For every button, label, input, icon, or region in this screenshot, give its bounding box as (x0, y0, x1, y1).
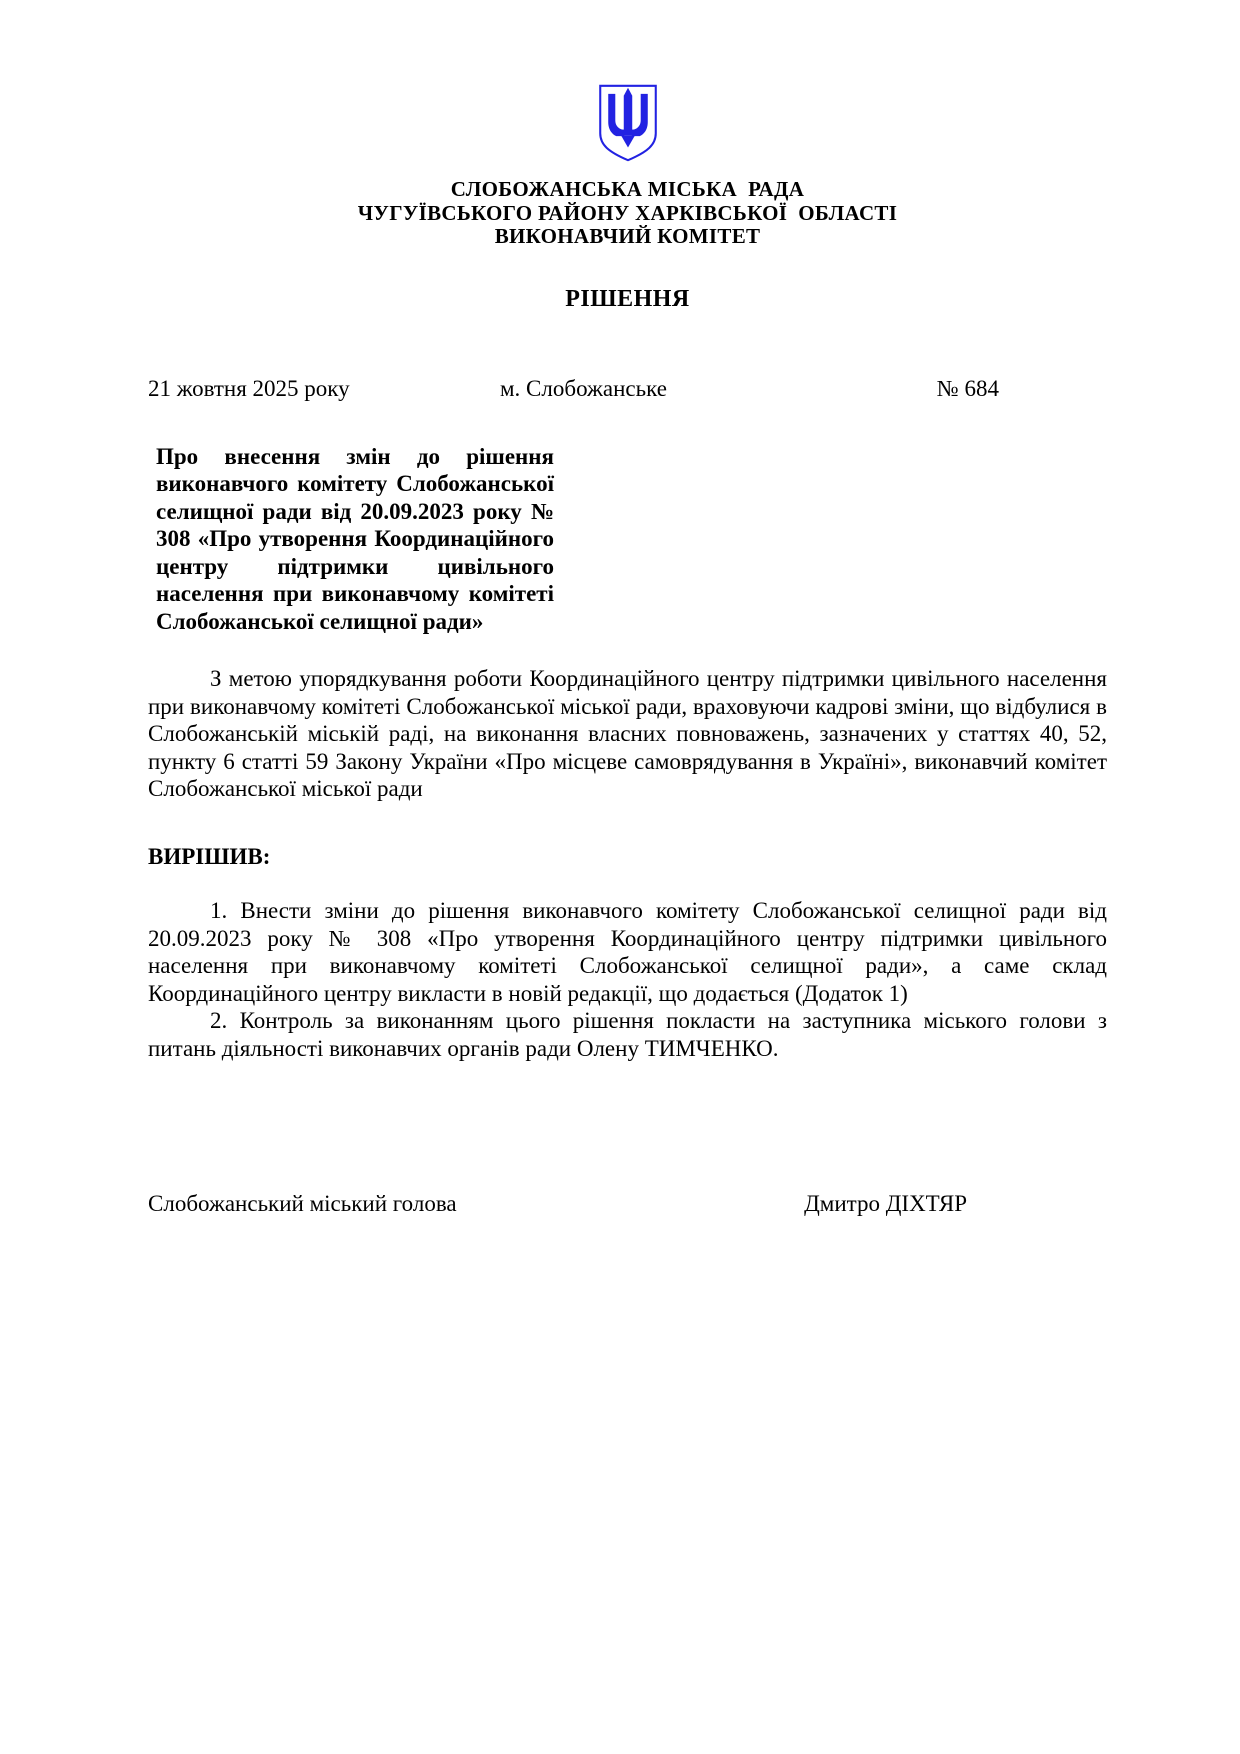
document-content (148, 0, 1107, 1218)
resolution-item-2: 2. Контроль за виконанням цього рішення покласти на заступника міського голови з питань діяльності виконавчих органів ради Олену ТИМЧЕНКО. (148, 1008, 1107, 1061)
document-subject: Про внесення змін до рішення виконавчого комітету Слобожанської селищної ради від 20.09.2023 року № 308 «Про утворення Координаційного центру підтримки цивільного населення при виконавчому комітеті Слобожанської селищної ради» (156, 443, 554, 634)
document-place: м. Слобожанське (500, 375, 667, 401)
signatory-name: Дмитро ДІХТЯР (804, 1191, 967, 1216)
document-date: 21 жовтня 2025 року (148, 375, 350, 401)
resolution-word: ВИРІШИВ: (148, 843, 271, 869)
document-number: № 684 (936, 375, 999, 401)
emblem-container (148, 0, 1107, 166)
preamble-paragraph: З метою упорядкування роботи Координаційного центру підтримки цивільного населення при виконавчому комітеті Слобожанської міської ради, враховуючи кадрові зміни, що відбулися в Слобожанській міській раді, на виконання власних повноважень, зазначених у статтях 40, 52, пункту 6 статті 59 Закону України «Про місцеве самоврядування в Україні», виконавчий комітет Слобожанської міської ради (148, 666, 1107, 801)
organization-header (148, 178, 1107, 249)
ukraine-trident-emblem-icon (596, 80, 660, 166)
org-name-line1: СЛОБОЖАНСЬКА МІСЬКА РАДА (450, 177, 805, 201)
resolution-item-1: 1. Внести зміни до рішення виконавчого комітету Слобожанської селищної ради від 20.09.2023 року № 308 «Про утворення Координаційного центру підтримки цивільного населення при виконавчому комітеті Слобожанської селищної ради», а саме склад Координаційного центру викласти в новій редакції, що додається (Додаток 1) (148, 898, 1107, 1006)
resolution-items (148, 897, 1107, 1062)
meta-row (148, 375, 1107, 403)
document-type-title: РІШЕННЯ (565, 285, 690, 312)
signatory-title: Слобожанський міський голова (148, 1191, 457, 1216)
org-name-line3: ВИКОНАВЧИЙ КОМІТЕТ (494, 224, 761, 248)
signature-row (148, 1190, 1107, 1218)
org-name-line2: ЧУГУЇВСЬКОГО РАЙОНУ ХАРКІВСЬКОЇ ОБЛАСТІ (357, 200, 898, 225)
